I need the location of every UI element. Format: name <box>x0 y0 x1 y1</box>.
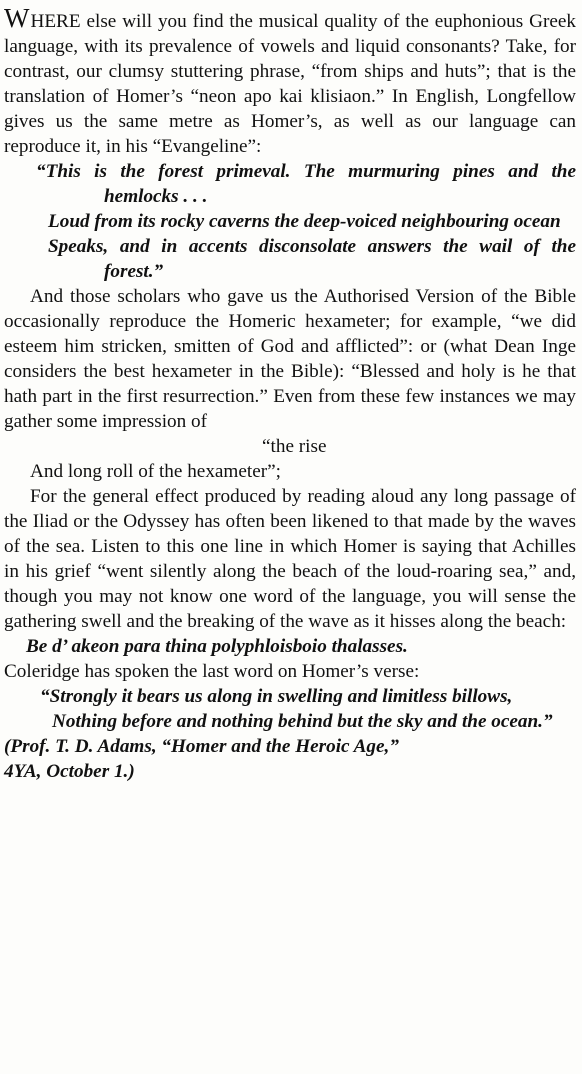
verse-line: “This is the forest primeval. The murmuring pines and the hemlocks . . . <box>36 161 576 207</box>
attribution-line: (Prof. T. D. Adams, “Homer and the Heroic Age,” <box>4 736 399 757</box>
coleridge-verse <box>4 684 576 734</box>
attribution <box>4 734 576 784</box>
attribution-line: 4YA, October 1.) <box>4 761 135 782</box>
verse-line: Loud from its rocky caverns the deep-voiced neighbouring ocean <box>48 211 561 232</box>
quote-rise: “the rise <box>262 436 327 457</box>
intro-text: HERE else will you find the musical quality of the euphonious Greek language, with its prevalence of vowels and liquid consonants? Take, for contrast, our clumsy stuttering phrase, “from ships and huts”; that is the translation of Homer’s “neon apo kai klisiaon.” In English, Longfellow gives us the same metre as Homer’s, as well as our language can reproduce it, in his “Evangeline”: <box>4 11 576 157</box>
verse-line: Nothing before and nothing behind but the sky and the ocean.” <box>52 711 553 732</box>
verse-line: Speaks, and in accents disconsolate answers the wail of the forest.” <box>48 236 576 282</box>
drop-cap: W <box>4 3 31 33</box>
greek-line: Be d’ akeon para thina polyphloisboio thalasses. <box>26 636 408 657</box>
evangeline-verse <box>4 159 576 284</box>
intro-paragraph <box>4 3 576 159</box>
coleridge-intro: Coleridge has spoken the last word on Homer’s verse: <box>4 661 420 682</box>
verse-line: “Strongly it bears us along in swelling and limitless billows, <box>40 686 513 707</box>
sea-paragraph: For the general effect produced by reading aloud any long passage of the Iliad or the Odyssey has often been likened to that made by the waves of the sea. Listen to this one line in which Homer is saying that Achilles in his grief “went silently along the beach of the loud-roaring sea,” and, though you may not know one word of the language, you will sense the gathering swell and the breaking of the wave as it hisses along the beach: <box>4 486 576 632</box>
quote-roll: And long roll of the hexameter”; <box>30 461 281 482</box>
bible-paragraph: And those scholars who gave us the Authorised Version of the Bible occasionally reproduce the Homeric hexameter; for example, “we did esteem him stricken, smitten of God and afflicted”: or (what Dean Inge considers the best hexameter in the Bible): “Blessed and holy is he that hath part in the first resurrection.” Even from these few instances we may gather some impression of <box>4 286 576 432</box>
